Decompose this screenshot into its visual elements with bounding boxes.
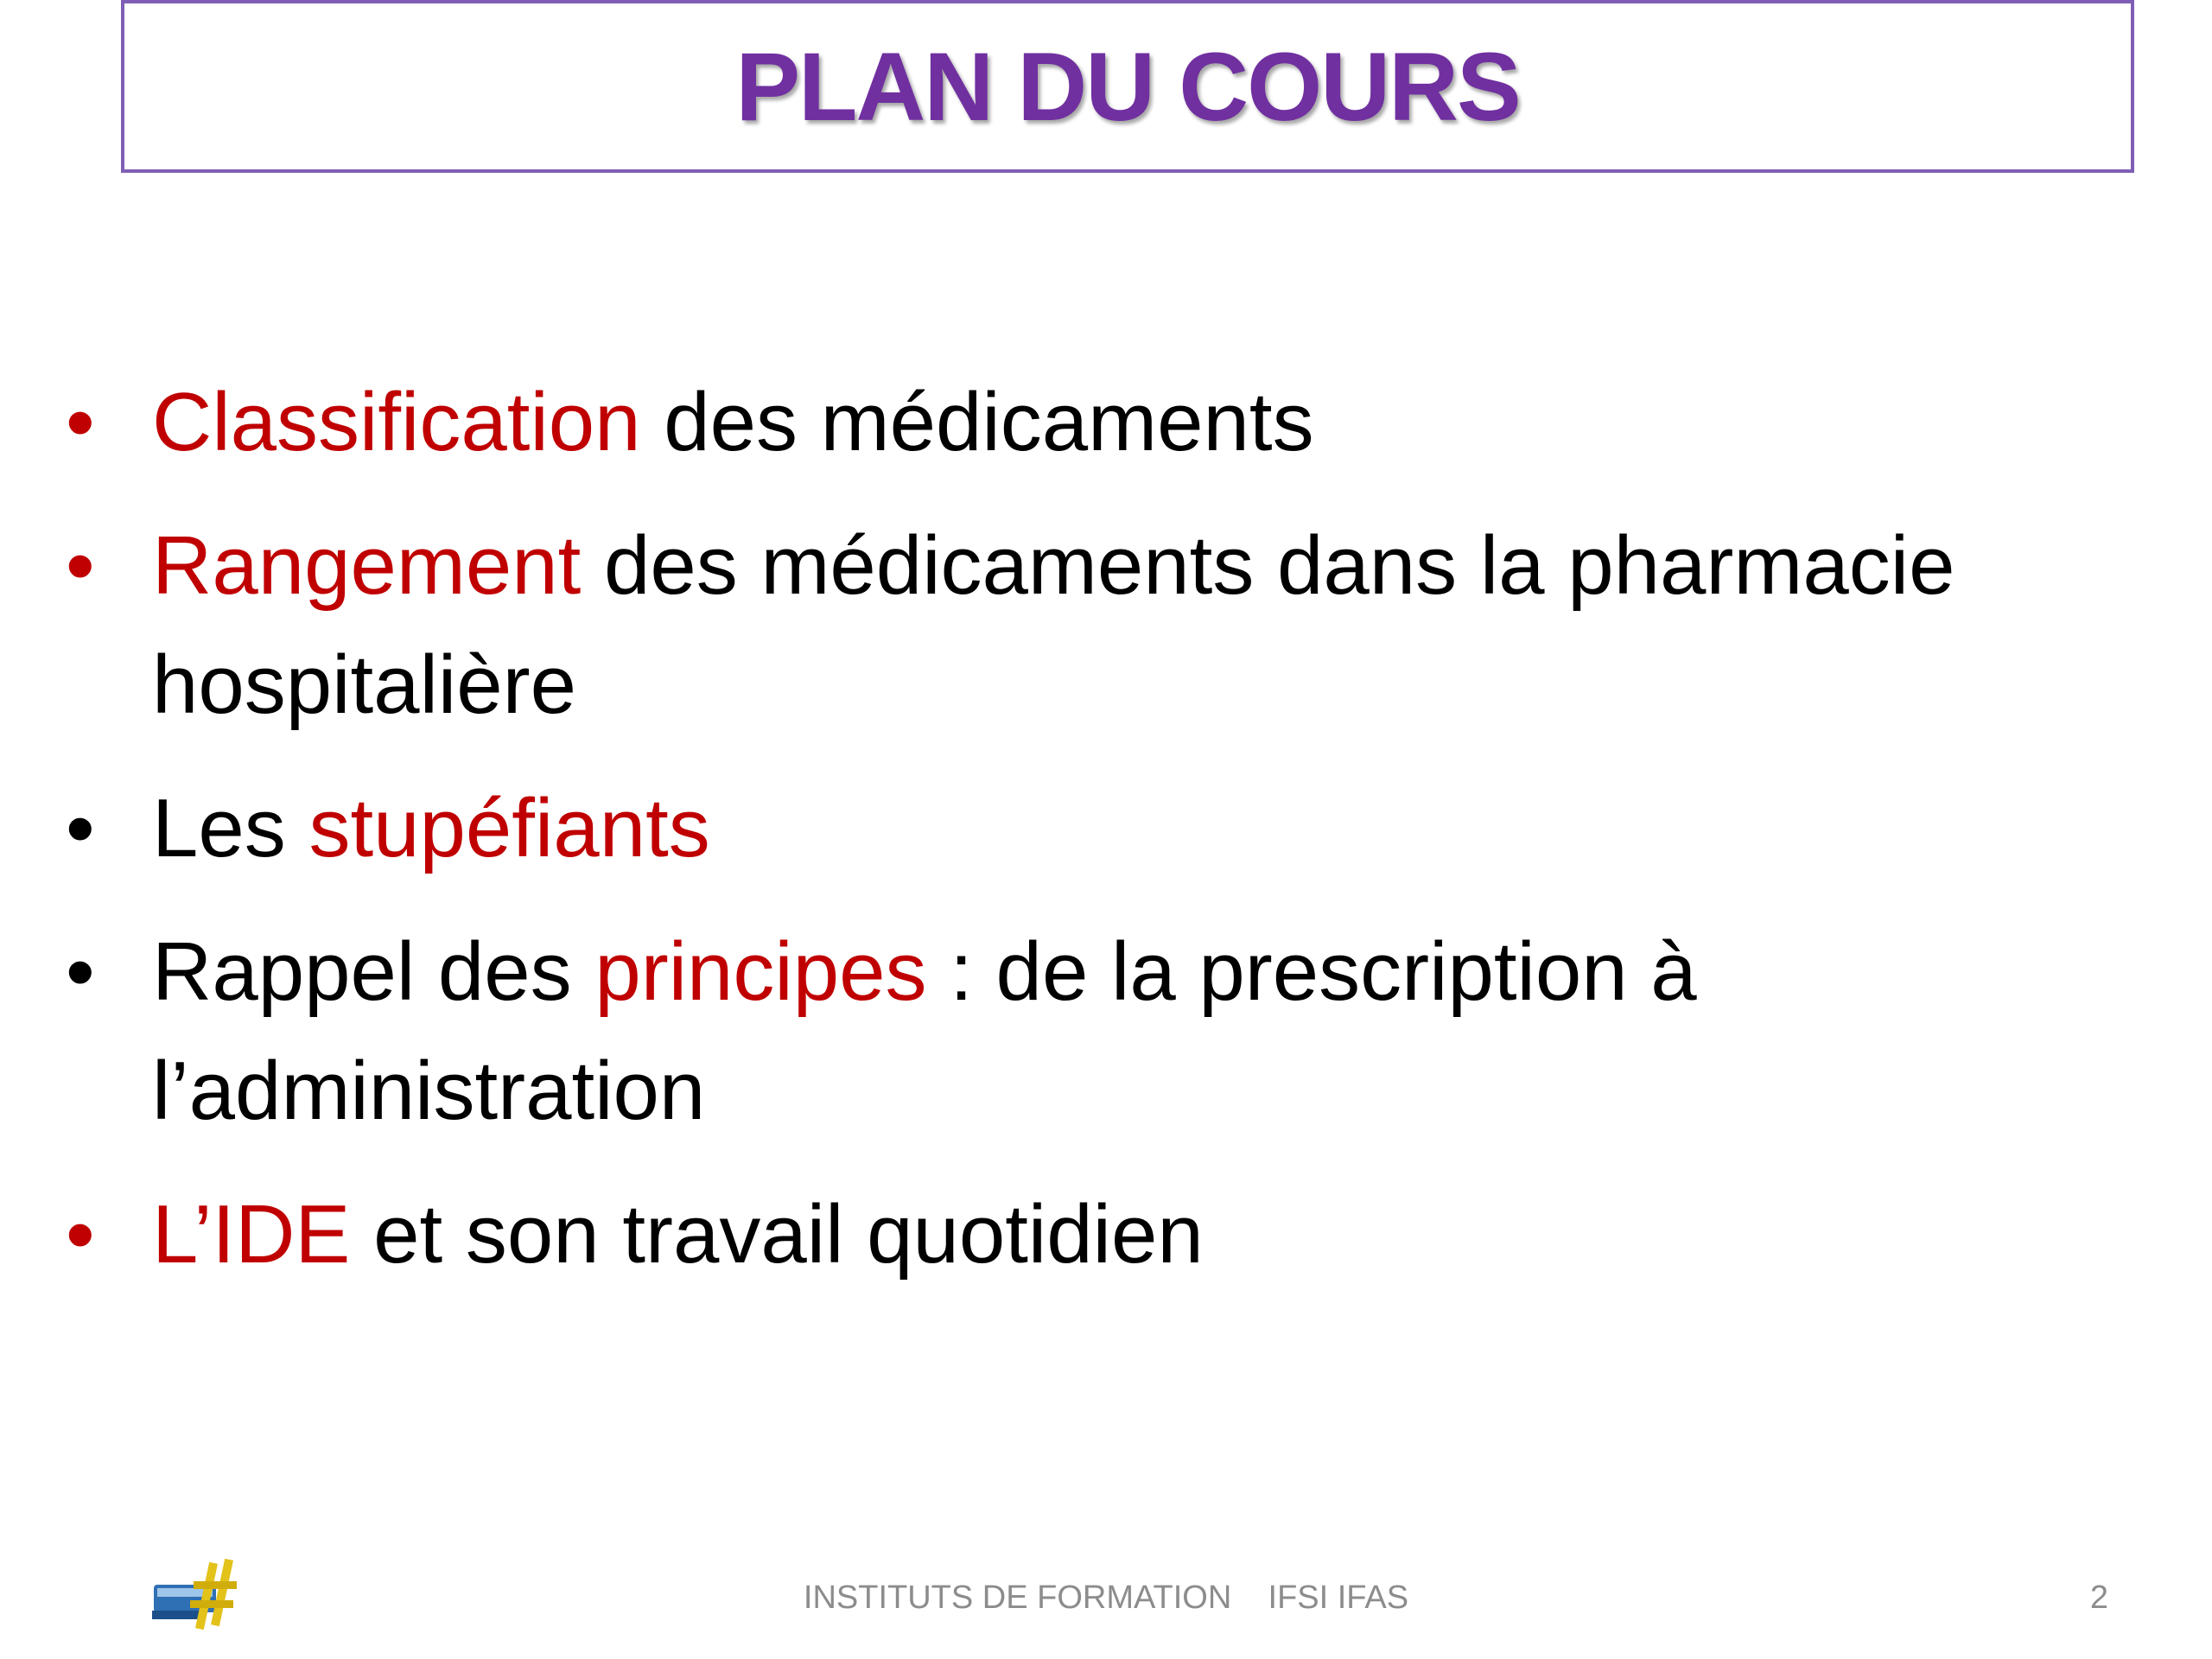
bullet-item xyxy=(60,769,2169,888)
bullet-text: des médicaments xyxy=(640,376,1314,468)
bullet-item xyxy=(60,506,2169,745)
bullet-text: des médicaments dans la pharmacie hospitalière xyxy=(152,519,1955,731)
bullet-text: : de la prescription à l’administration xyxy=(152,925,1697,1137)
bullet-item xyxy=(60,363,2169,482)
bullet-keyword: principes xyxy=(594,925,927,1018)
bullet-dot: • xyxy=(66,376,95,468)
page-number: 2 xyxy=(2089,1580,2108,1616)
bullet-dot: • xyxy=(66,925,95,1018)
bullet-keyword: Rangement xyxy=(152,519,582,612)
slide-title: PLAN DU COURS xyxy=(735,32,1520,141)
bullet-list xyxy=(60,363,2169,1319)
bullet-item xyxy=(60,1175,2169,1294)
bullet-text: et son travail quotidien xyxy=(350,1188,1204,1281)
bullet-item xyxy=(60,912,2169,1151)
bullet-dot: • xyxy=(66,1188,95,1281)
bullet-keyword: L’IDE xyxy=(152,1188,351,1281)
bullet-keyword: stupéfiants xyxy=(308,782,710,874)
bullet-dot: • xyxy=(66,782,95,874)
footer-institute: INSTITUTS DE FORMATION IFSI IFAS xyxy=(803,1580,1409,1616)
title-box xyxy=(121,0,2134,173)
bullet-keyword: Classification xyxy=(152,376,641,468)
bullet-text: Les xyxy=(152,782,309,874)
bullet-text: Rappel des xyxy=(152,925,595,1018)
bullet-dot: • xyxy=(66,519,95,612)
